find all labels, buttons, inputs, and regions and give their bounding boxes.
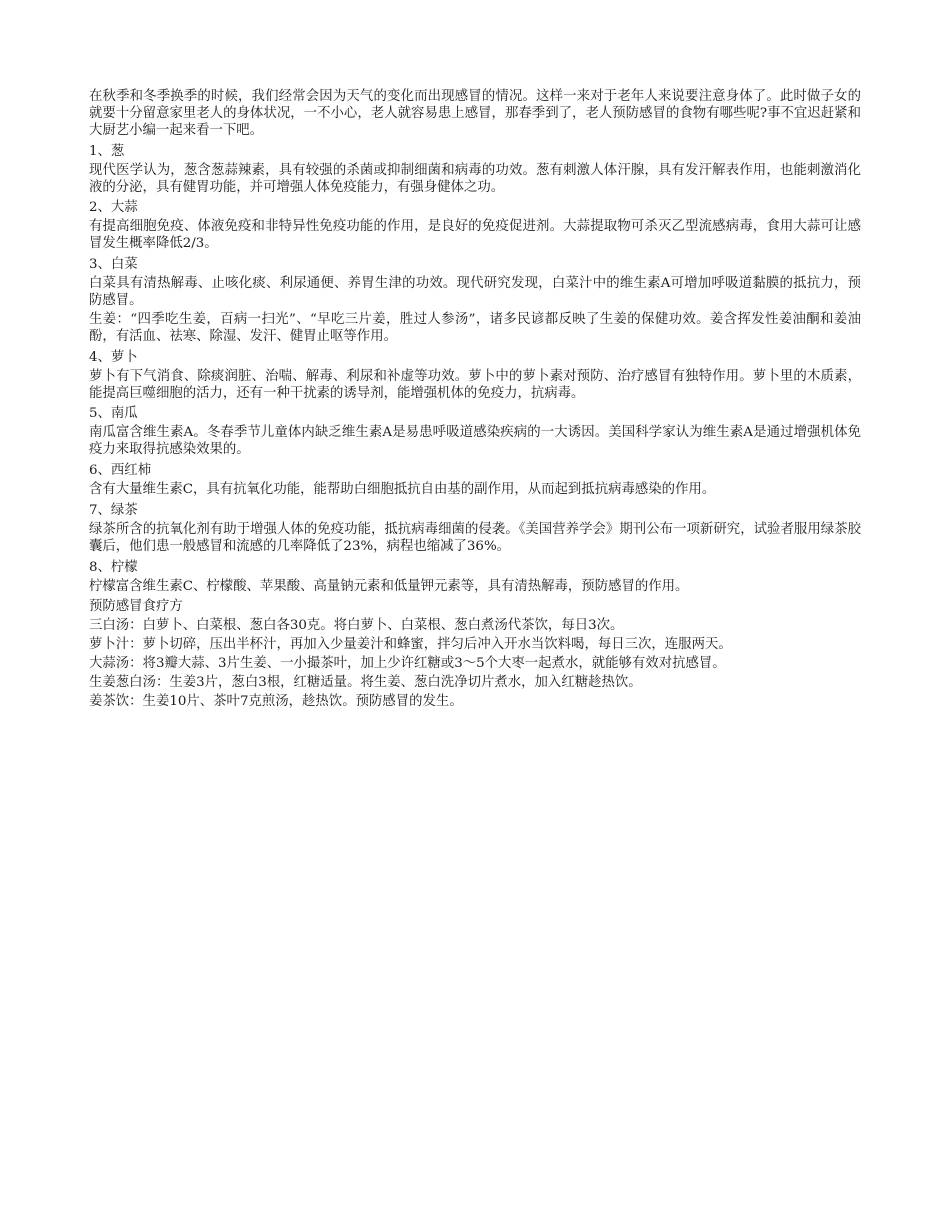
section-text-garlic: 有提高细胞免疫、体液免疫和非特异性免疫功能的作用，是良好的免疫促进剂。大蒜提取物可杀灭乙型流感病毒，食用大蒜可让感冒发生概率降低2/3。: [89, 219, 861, 252]
section-heading-pumpkin: 5、南瓜: [89, 406, 138, 422]
section-heading-radish: 4、萝卜: [89, 349, 138, 365]
recipe-sanbai-soup: 三白汤：白萝卜、白菜根、葱白各30克。将白萝卜、白菜根、葱白煮汤代茶饮，每日3次。: [89, 618, 624, 634]
intro-paragraph: 在秋季和冬季换季的时候，我们经常会因为天气的变化而出现感冒的情况。这样一来对于老年人来说要注意身体了。此时做子女的就要十分留意家里老人的身体状况，一不小心，老人就容易患上感冒，那春季到了，老人预防感冒的食物有哪些呢?事不宜迟赶紧和大厨艺小编一起来看一下吧。: [89, 89, 861, 138]
recipe-ginger-tea: 姜茶饮：生姜10片、茶叶7克煎汤，趁热饮。预防感冒的发生。: [89, 694, 463, 709]
section-heading-lemon: 8、柠檬: [89, 559, 138, 575]
section-heading-recipes: 预防感冒食疗方: [89, 599, 183, 615]
section-text-scallion: 现代医学认为，葱含葱蒜辣素，具有较强的杀菌或抑制细菌和病毒的功效。葱有刺激人体汗腺，具有发汗解表作用，也能刺激消化液的分泌，具有健胃功能，并可增强人体免疫能力，有强身健体之功。: [89, 162, 861, 195]
section-heading-tomato: 6、西红柿: [89, 463, 152, 479]
section-text-radish: 萝卜有下气消食、除痰润脏、治喘、解毒、利尿和补虚等功效。萝卜中的萝卜素对预防、治疗感冒有独特作用。萝卜里的木质素，能提高巨噬细胞的活力，还有一种干扰素的诱导剂，能增强机体的免疫力，抗病毒。: [89, 368, 861, 401]
recipe-garlic-soup: 大蒜汤：将3瓣大蒜、3片生姜、一小撮茶叶，加上少许红糖或3～5个大枣一起煮水，就能够有效对抗感冒。: [89, 656, 726, 672]
section-text-tomato: 含有大量维生素C，具有抗氧化功能，能帮助白细胞抵抗自由基的副作用，从而起到抵抗病毒感染的作用。: [89, 482, 716, 498]
section-heading-cabbage: 3、白菜: [89, 257, 138, 273]
document-body: [89, 89, 861, 713]
section-heading-green-tea: 7、绿茶: [89, 502, 138, 518]
section-text-pumpkin: 南瓜富含维生素A。冬春季节儿童体内缺乏维生素A是易患呼吸道感染疾病的一大诱因。美国科学家认为维生素A是通过增强机体免疫力来取得抗感染效果的。: [89, 425, 861, 458]
section-text-lemon: 柠檬富含维生素C、柠檬酸、苹果酸、高量钠元素和低量钾元素等，具有清热解毒，预防感冒的作用。: [89, 578, 689, 594]
section-heading-scallion: 1、葱: [89, 143, 125, 159]
recipe-radish-juice: 萝卜汁：萝卜切碎，压出半杯汁，再加入少量姜汁和蜂蜜，拌匀后冲入开水当饮料喝，每日三次，连服两天。: [89, 637, 732, 653]
recipe-ginger-scallion-soup: 生姜葱白汤：生姜3片，葱白3根，红糖适量。将生姜、葱白洗净切片煮水，加入红糖趁热饮。: [89, 675, 642, 691]
section-heading-garlic: 2、大蒜: [89, 200, 138, 216]
section-text-green-tea: 绿茶所含的抗氧化剂有助于增强人体的免疫功能，抵抗病毒细菌的侵袭。《美国营养学会》期刊公布一项新研究，试验者服用绿茶胶囊后，他们患一般感冒和流感的几率降低了23%，病程也缩减了36%。: [89, 521, 861, 554]
section-text-ginger: 生姜：“四季吃生姜，百病一扫光”、“早吃三片姜，胜过人参汤”，诸多民谚都反映了生姜的保健功效。姜含挥发性姜油酮和姜油酚，有活血、祛寒、除湿、发汗、健胃止呕等作用。: [89, 311, 861, 344]
section-text-cabbage: 白菜具有清热解毒、止咳化痰、利尿通便、养胃生津的功效。现代研究发现，白菜汁中的维生素A可增加呼吸道黏膜的抵抗力，预防感冒。: [89, 276, 861, 308]
